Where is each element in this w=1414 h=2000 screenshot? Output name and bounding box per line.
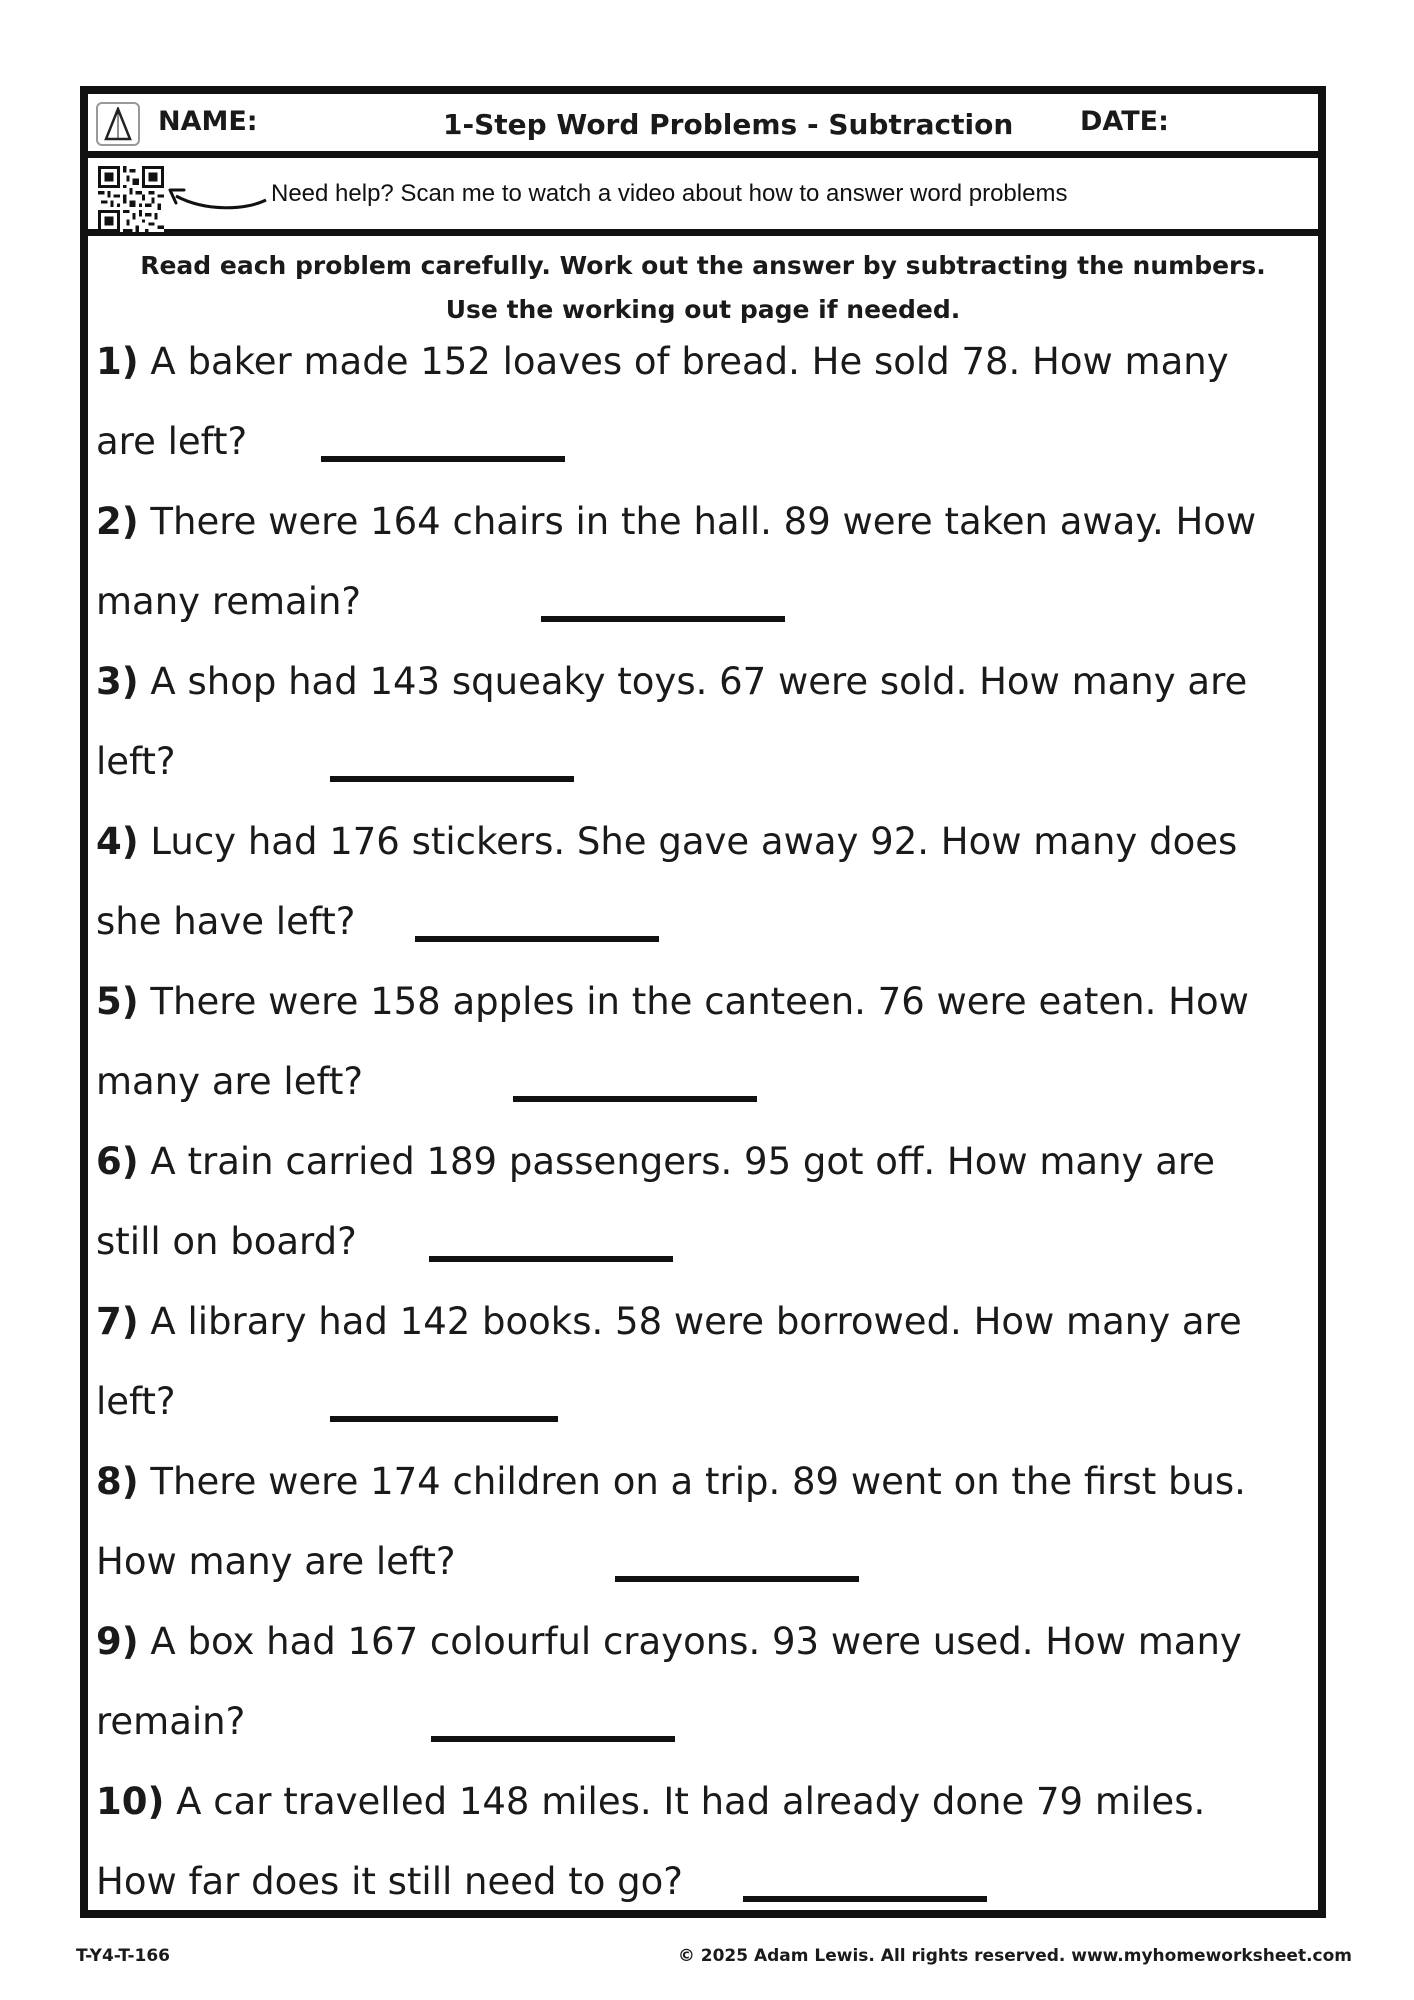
problem-number: 10) <box>96 1780 165 1823</box>
problem-text-continued: left? <box>96 1380 176 1423</box>
problem-text-continued: left? <box>96 740 176 783</box>
problem-text-continued: still on board? <box>96 1220 357 1263</box>
answer-blank[interactable] <box>541 616 785 622</box>
problem-text: There were 164 chairs in the hall. 89 were taken away. How <box>138 500 1257 543</box>
problem-text: There were 158 apples in the canteen. 76 were eaten. How <box>138 980 1249 1023</box>
problem-number: 8) <box>96 1460 139 1503</box>
problem-1 <box>96 322 1316 482</box>
problem-3 <box>96 642 1316 802</box>
answer-blank[interactable] <box>431 1736 675 1742</box>
answer-blank[interactable] <box>615 1576 859 1582</box>
answer-blank[interactable] <box>415 936 659 942</box>
problem-number: 3) <box>96 660 139 703</box>
name-label: NAME: <box>158 106 258 137</box>
problem-text-continued: are left? <box>96 420 248 463</box>
help-text: Need help? Scan me to watch a video about how to answer word problems <box>271 180 1068 207</box>
problem-number: 5) <box>96 980 139 1023</box>
problem-9 <box>96 1602 1316 1762</box>
problem-text-continued: many are left? <box>96 1060 363 1103</box>
instructions-line-2: Use the working out page if needed. <box>445 295 961 324</box>
answer-blank[interactable] <box>429 1256 673 1262</box>
problem-2 <box>96 482 1316 642</box>
problem-text-continued: How many are left? <box>96 1540 456 1583</box>
problem-8 <box>96 1442 1316 1602</box>
header-row <box>88 94 1318 158</box>
problem-number: 9) <box>96 1620 139 1663</box>
problem-text: A box had 167 colourful crayons. 93 were used. How many <box>138 1620 1242 1663</box>
instructions-line-1: Read each problem carefully. Work out the answer by subtracting the numbers. <box>140 251 1266 280</box>
help-row <box>88 158 1318 236</box>
problem-text: A car travelled 148 miles. It had already done 79 miles. <box>164 1780 1206 1823</box>
answer-blank[interactable] <box>321 456 565 462</box>
problem-text: There were 174 children on a trip. 89 went on the first bus. <box>138 1460 1246 1503</box>
problem-text-continued: remain? <box>96 1700 246 1743</box>
problem-5 <box>96 962 1316 1122</box>
problem-text: A shop had 143 squeaky toys. 67 were sold. How many are <box>138 660 1248 703</box>
problem-text: A train carried 189 passengers. 95 got off. How many are <box>138 1140 1216 1183</box>
qr-code-icon[interactable] <box>98 166 164 232</box>
curved-arrow-icon <box>166 176 270 216</box>
problem-text-continued: she have left? <box>96 900 356 943</box>
problem-number: 6) <box>96 1140 139 1183</box>
problem-number: 7) <box>96 1300 139 1343</box>
answer-blank[interactable] <box>513 1096 757 1102</box>
worksheet-title: 1-Step Word Problems - Subtraction <box>443 108 1014 141</box>
worksheet-frame <box>80 86 1326 1918</box>
answer-blank[interactable] <box>743 1896 987 1902</box>
problem-6 <box>96 1122 1316 1282</box>
answer-blank[interactable] <box>330 776 574 782</box>
problem-text-continued: How far does it still need to go? <box>96 1860 683 1903</box>
problem-list <box>96 322 1316 1922</box>
problem-4 <box>96 802 1316 962</box>
problem-number: 4) <box>96 820 139 863</box>
triangle-logo-icon <box>96 102 140 146</box>
problem-text: A library had 142 books. 58 were borrowed. How many are <box>138 1300 1242 1343</box>
copyright-notice: © 2025 Adam Lewis. All rights reserved. www.myhomeworksheet.com <box>677 1946 1352 1966</box>
problem-10 <box>96 1762 1316 1922</box>
instructions <box>88 244 1318 332</box>
problem-7 <box>96 1282 1316 1442</box>
worksheet-code: T-Y4-T-166 <box>76 1946 170 1966</box>
date-label: DATE: <box>1080 106 1169 137</box>
problem-number: 2) <box>96 500 139 543</box>
answer-blank[interactable] <box>330 1416 558 1422</box>
problem-text: A baker made 152 loaves of bread. He sold 78. How many <box>138 340 1229 383</box>
problem-text: Lucy had 176 stickers. She gave away 92. How many does <box>138 820 1238 863</box>
problem-text-continued: many remain? <box>96 580 362 623</box>
problem-number: 1) <box>96 340 139 383</box>
